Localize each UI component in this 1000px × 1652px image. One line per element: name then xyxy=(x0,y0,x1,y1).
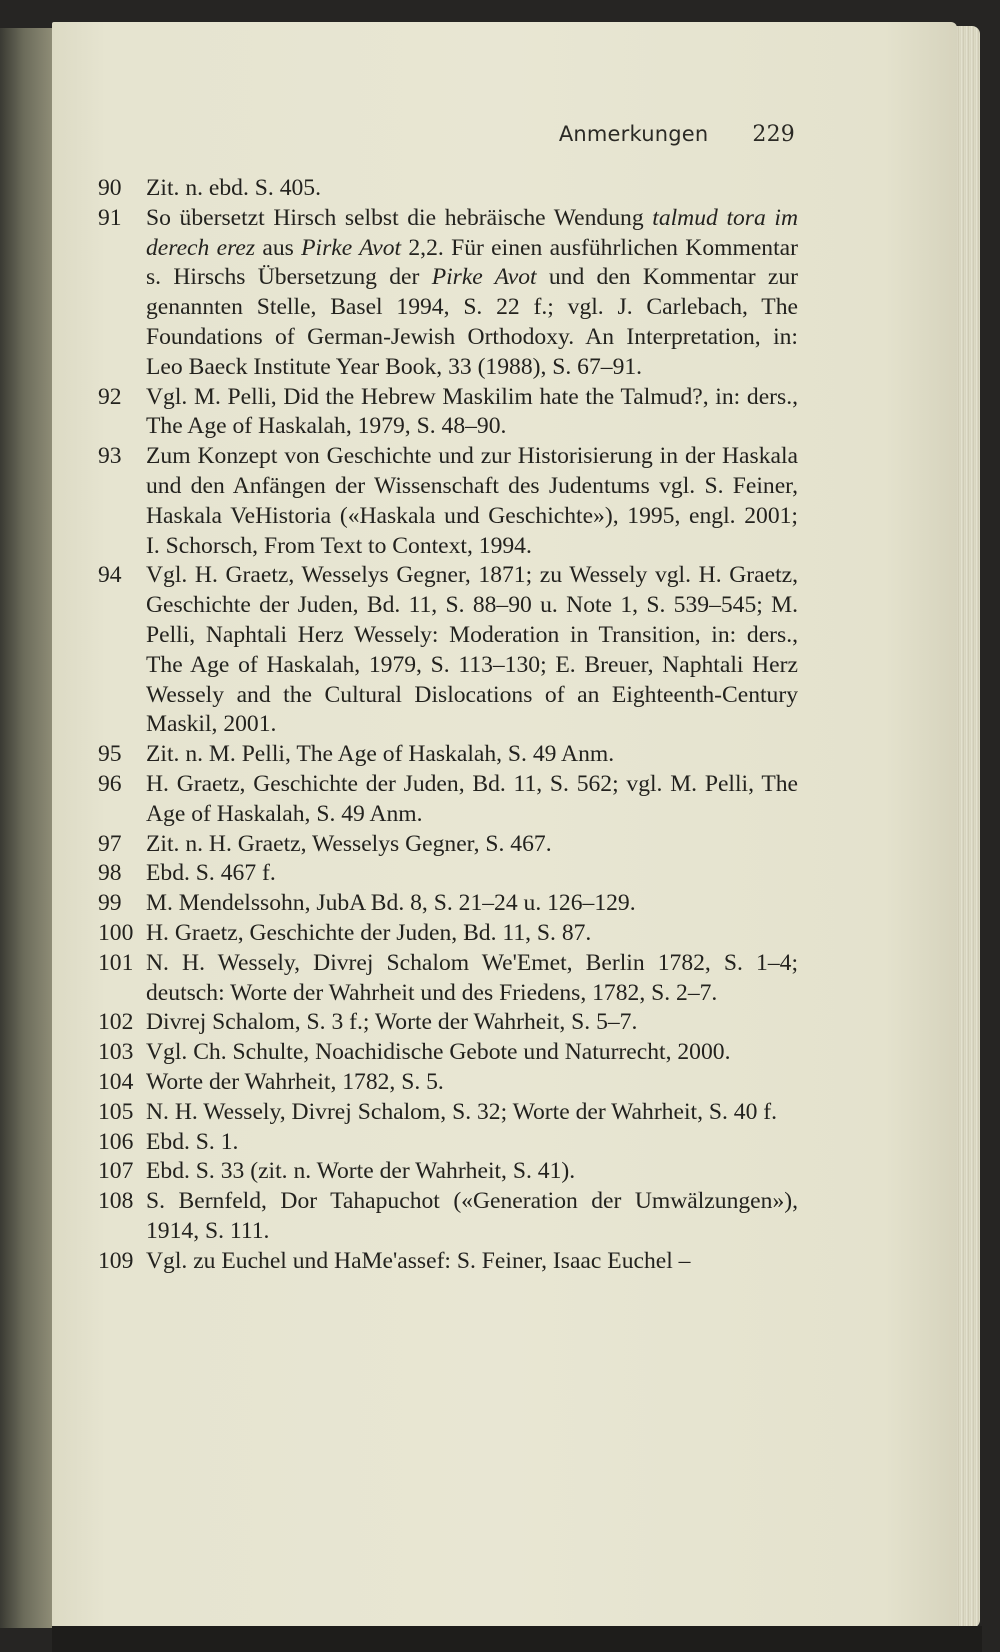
endnote-number: 92 xyxy=(98,383,122,410)
endnote-text: M. Mendelssohn, JubA Bd. 8, S. 21–24 u. 126–129. xyxy=(146,890,636,917)
endnote-text: N. H. Wessely, Divrej Schalom, S. 32; Worte der Wahrheit, S. 40 f. xyxy=(146,1098,778,1125)
endnote xyxy=(98,919,798,949)
endnote-number: 101 xyxy=(98,949,134,976)
endnote xyxy=(98,949,798,1009)
endnote-text: Zit. n. H. Graetz, Wesselys Gegner, S. 467. xyxy=(146,830,552,857)
endnote xyxy=(98,1038,798,1068)
text-run: 2,2. Für einen ausführlichen Kommentar s. Hirschs Übersetzung der xyxy=(146,234,798,291)
endnote-text xyxy=(146,205,798,380)
endnote-text: Vgl. Ch. Schulte, Noachidische Gebote und Naturrecht, 2000. xyxy=(146,1039,731,1066)
text-run: So übersetzt Hirsch selbst die hebräische Wendung xyxy=(146,204,653,231)
endnote xyxy=(98,830,798,860)
endnote-text: Worte der Wahrheit, 1782, S. 5. xyxy=(146,1068,444,1095)
endnotes-list xyxy=(98,174,798,1276)
endnote-number: 95 xyxy=(98,741,122,768)
endnote-number: 96 xyxy=(98,770,122,797)
endnote xyxy=(98,1247,798,1277)
endnote-text: Vgl. M. Pelli, Did the Hebrew Maskilim hate the Talmud?, in: ders., The Age of Haskalah, 1979, S. 48–90. xyxy=(146,383,798,440)
endnote xyxy=(98,383,798,443)
italic-text-run: talmud tora im derech erez xyxy=(146,204,798,261)
endnote xyxy=(98,1187,798,1247)
endnote-text: Vgl. zu Euchel und HaMe'assef: S. Feiner, Isaac Euchel – xyxy=(146,1247,691,1274)
endnote xyxy=(98,442,798,561)
endnote-text: Ebd. S. 467 f. xyxy=(146,860,276,887)
endnote-text: Zum Konzept von Geschichte und zur Historisierung in der Haskala und den Anfängen der Wissenschaft des Judentums vgl. S. Feiner, Haskala VeHistoria («Haskala und Geschichte»), 1995, engl. 2001; I. Schorsch, From Text to Context, 1994. xyxy=(146,443,798,559)
endnote-text: Vgl. H. Graetz, Wesselys Gegner, 1871; zu Wessely vgl. H. Graetz, Geschichte der Juden, Bd. 11, S. 88–90 u. Note 1, S. 539–545; M. Pelli, Naphtali Herz Wessely: Moderation in Transition, in: ders., The Age of Haskalah, 1979, S. 113–130; E. Breuer, Naphtali Herz Wessely and the Cultural Dislocations of an Eighteenth-Century Maskil, 2001. xyxy=(146,562,798,738)
endnote xyxy=(98,204,798,383)
endnote-number: 90 xyxy=(98,175,122,201)
endnote-number: 99 xyxy=(98,890,122,917)
endnote-text: Ebd. S. 33 (zit. n. Worte der Wahrheit, S. 41). xyxy=(146,1158,576,1185)
endnote xyxy=(98,1128,798,1158)
endnote-text: N. H. Wessely, Divrej Schalom We'Emet, Berlin 1782, S. 1–4; deutsch: Worte der Wahrheit und des Friedens, 1782, S. 2–7. xyxy=(146,949,798,1006)
endnote xyxy=(98,1098,798,1128)
endnote xyxy=(98,889,798,919)
endnote-number: 97 xyxy=(98,830,122,857)
endnote xyxy=(98,1068,798,1098)
endnote-number: 103 xyxy=(98,1039,134,1066)
endnote xyxy=(98,561,798,740)
endnote-number: 102 xyxy=(98,1009,134,1036)
endnote-number: 106 xyxy=(98,1128,134,1155)
endnote xyxy=(98,770,798,830)
running-head-title: Anmerkungen xyxy=(558,122,709,146)
endnote-text: Ebd. S. 1. xyxy=(146,1128,239,1155)
text-run: und den Kommentar zur genannten Stelle, Basel 1994, S. 22 f.; vgl. J. Carlebach, The Foundations of German-Jewish Orthodoxy. An Interpretation, in: Leo Baeck Institute Year Book, 33 (1988), S. 67–91. xyxy=(146,264,799,380)
page-bottom-shadow xyxy=(52,1626,982,1652)
endnote-text: S. Bernfeld, Dor Tahapuchot («Generation der Umwälzungen»), 1914, S. 111. xyxy=(146,1188,798,1244)
italic-text-run: Pirke Avot xyxy=(301,234,402,261)
endnote xyxy=(98,1157,798,1187)
endnote-number: 91 xyxy=(98,204,122,231)
page-gutter-shadow xyxy=(0,28,52,1628)
endnote-text: Divrej Schalom, S. 3 f.; Worte der Wahrheit, S. 5–7. xyxy=(146,1009,638,1036)
endnote-number: 94 xyxy=(98,562,122,589)
italic-text-run: Pirke Avot xyxy=(431,264,537,291)
endnote-number: 100 xyxy=(98,919,134,946)
endnote xyxy=(98,174,798,204)
endnote-number: 105 xyxy=(98,1098,134,1125)
endnote-text: H. Graetz, Geschichte der Juden, Bd. 11, S. 87. xyxy=(146,919,592,946)
endnote-text: Zit. n. ebd. S. 405. xyxy=(146,175,321,201)
running-head xyxy=(140,122,795,147)
endnote-number: 108 xyxy=(98,1188,134,1215)
endnote xyxy=(98,859,798,889)
endnote-number: 109 xyxy=(98,1247,134,1274)
endnote-text: H. Graetz, Geschichte der Juden, Bd. 11, S. 562; vgl. M. Pelli, The Age of Haskalah, S. 49 Anm. xyxy=(146,770,798,827)
endnote xyxy=(98,740,798,770)
endnote-number: 93 xyxy=(98,443,122,470)
endnote-number: 98 xyxy=(98,860,122,887)
endnote-number: 107 xyxy=(98,1158,134,1185)
text-run: aus xyxy=(255,234,302,261)
page-number: 229 xyxy=(752,122,795,147)
endnote-number: 104 xyxy=(98,1068,134,1095)
endnote-text: Zit. n. M. Pelli, The Age of Haskalah, S. 49 Anm. xyxy=(146,741,615,768)
endnote xyxy=(98,1008,798,1038)
